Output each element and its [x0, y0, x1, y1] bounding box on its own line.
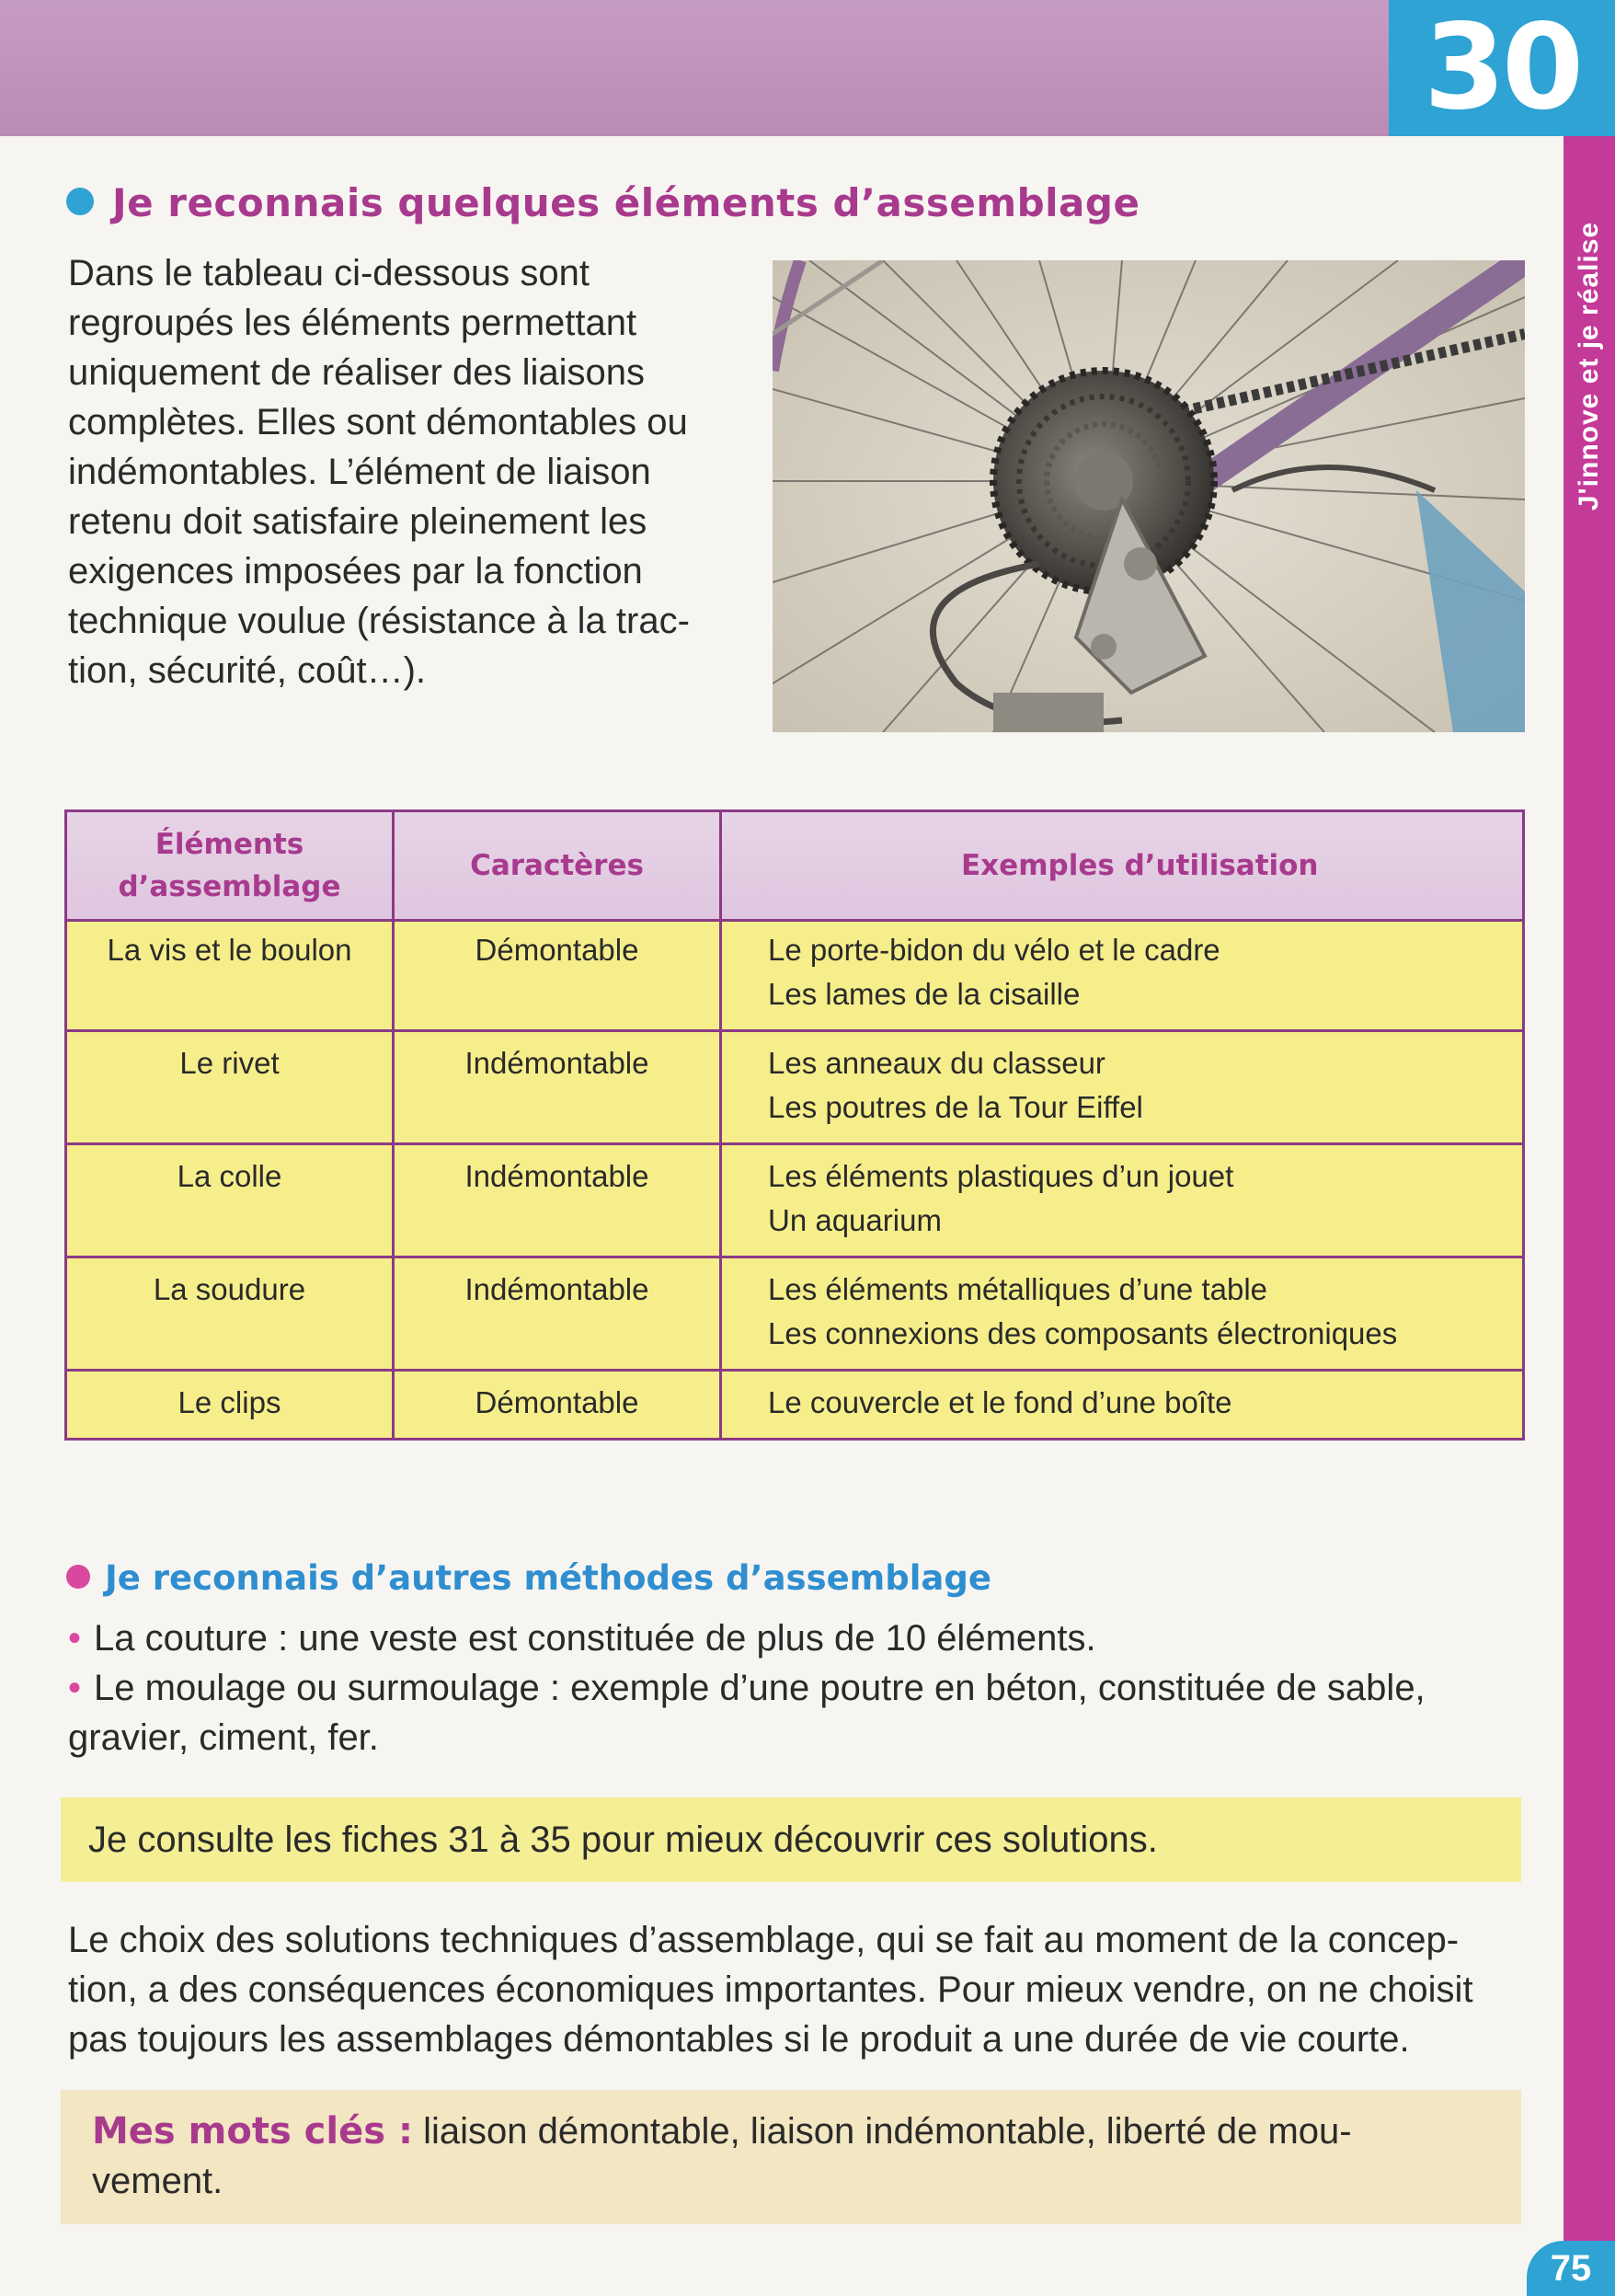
table-row [67, 1258, 1522, 1372]
intro-line: uniquement de réaliser des liaisons [68, 352, 646, 393]
choice-line: Le choix des solutions techniques d’assemblage, qui se fait au moment de la concep- [68, 1920, 1460, 1960]
keywords-text: liaison démontable, liaison indémontable, liberté de mou- [423, 2111, 1352, 2152]
table-header-elements-line: Éléments [155, 828, 304, 861]
table-cell-exemples [722, 1032, 1522, 1142]
choice-line: tion, a des conséquences économiques importantes. Pour mieux vendre, on ne choisit [68, 1969, 1473, 2010]
table-row [67, 1372, 1522, 1438]
intro-line: Dans le tableau ci-dessous sont [68, 253, 590, 293]
bullet-blue-icon [66, 188, 94, 215]
table-cell-exemple: Les poutres de la Tour Eiffel [768, 1090, 1143, 1124]
table-header-elements-line: d’assemblage [118, 870, 341, 903]
intro-line: exigences imposées par la fonction [68, 551, 643, 591]
table-header-exemples: Exemples d’utilisation [961, 849, 1319, 882]
intro-line: indémontables. L’élément de liaison [68, 452, 651, 492]
bullet-dot-icon: • [68, 1618, 82, 1659]
list-item-continuation: gravier, ciment, fer. [68, 1717, 379, 1758]
list-item [68, 1613, 1530, 1663]
table-cell-caractere: Indémontable [395, 1032, 722, 1142]
table-cell-exemple: Le couvercle et le fond d’une boîte [768, 1385, 1232, 1419]
table-header-row [67, 812, 1522, 922]
table-row [67, 1032, 1522, 1145]
intro-line: regroupés les éléments permettant [68, 303, 637, 343]
table-cell-caractere: Indémontable [395, 1145, 722, 1256]
table-cell-caractere: Indémontable [395, 1258, 722, 1369]
table-cell-element: La vis et le boulon [67, 919, 395, 1029]
table-cell-caractere: Démontable [395, 1372, 722, 1438]
choice-paragraph [68, 1915, 1523, 2064]
intro-line: retenu doit satisfaire pleinement les [68, 501, 647, 542]
section-title-methodes [66, 1558, 991, 1598]
table-row [67, 1145, 1522, 1258]
choice-line: pas toujours les assemblages démontables si le produit a une durée de vie courte. [68, 2019, 1410, 2060]
keywords-text-continuation: vement. [92, 2161, 223, 2201]
top-banner [0, 0, 1389, 136]
table-cell-exemple: Les anneaux du classeur [768, 1046, 1105, 1080]
list-item-text: Le moulage ou surmoulage : exemple d’une poutre en béton, constituée de sable, [94, 1668, 1426, 1708]
table-cell-exemples [722, 1145, 1522, 1256]
section-title-methodes-text: Je reconnais d’autres méthodes d’assemblage [105, 1558, 991, 1598]
bicycle-wheel-illustration [773, 260, 1525, 732]
bullet-pink-icon [66, 1565, 90, 1589]
methods-list [68, 1613, 1530, 1762]
intro-line: technique voulue (résistance à la trac- [68, 601, 690, 641]
chapter-number: 30 [1389, 0, 1615, 136]
table-cell-exemple: Le porte-bidon du vélo et le cadre [768, 933, 1220, 967]
intro-line: tion, sécurité, coût…). [68, 650, 427, 691]
keywords-box [61, 2090, 1521, 2224]
table-cell-caractere: Démontable [395, 919, 722, 1029]
table-row [67, 919, 1522, 1032]
bullet-dot-icon: • [68, 1668, 82, 1708]
page-number: 75 [1527, 2241, 1615, 2296]
assembly-table [64, 809, 1525, 1441]
list-item-text: La couture : une veste est constituée de plus de 10 éléments. [94, 1618, 1096, 1659]
table-header-caracteres: Caractères [395, 812, 722, 919]
table-cell-exemples [722, 1372, 1522, 1438]
table-cell-element: Le rivet [67, 1032, 395, 1142]
keywords-label: Mes mots clés : [92, 2110, 413, 2152]
table-header-elements [67, 812, 395, 919]
side-label: J'innove et je réalise [1574, 221, 1604, 511]
table-cell-element: La colle [67, 1145, 395, 1256]
bicycle-wheel-photo [773, 260, 1525, 732]
table-cell-exemple: Les éléments métalliques d’une table [768, 1272, 1268, 1306]
table-cell-exemple: Les lames de la cisaille [768, 977, 1081, 1011]
list-item [68, 1663, 1530, 1713]
section-title-assemblage [66, 180, 1140, 225]
table-cell-exemple: Les éléments plastiques d’un jouet [768, 1159, 1234, 1193]
intro-line: complètes. Elles sont démontables ou [68, 402, 688, 442]
table-cell-element: La soudure [67, 1258, 395, 1369]
table-cell-exemples [722, 1258, 1522, 1369]
section-title-text: Je reconnais quelques éléments d’assemblage [112, 180, 1140, 225]
intro-paragraph [68, 248, 730, 695]
table-cell-exemple: Un aquarium [768, 1203, 942, 1237]
consult-box: Je consulte les fiches 31 à 35 pour mieux découvrir ces solutions. [61, 1797, 1521, 1882]
table-cell-exemple: Les connexions des composants électroniques [768, 1316, 1398, 1350]
table-cell-element: Le clips [67, 1372, 395, 1438]
table-cell-exemples [722, 919, 1522, 1029]
side-label-container [1563, 136, 1615, 596]
